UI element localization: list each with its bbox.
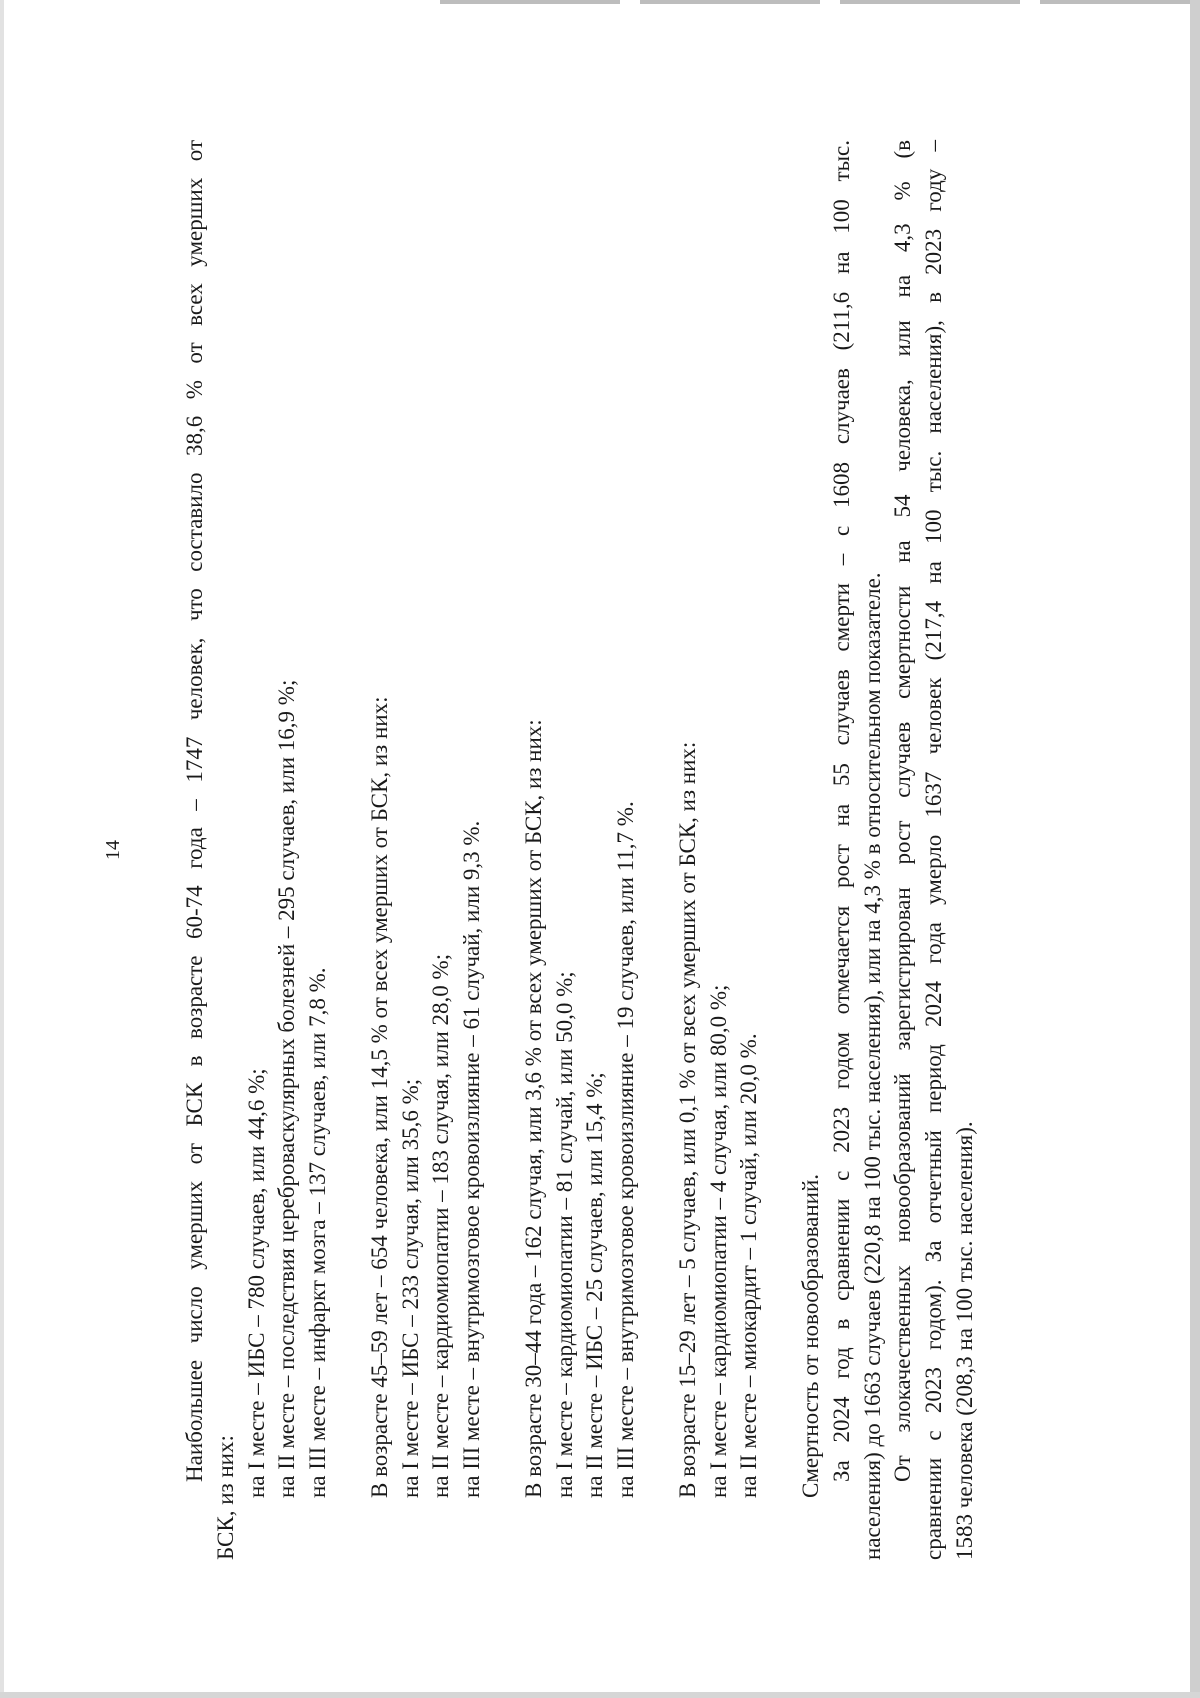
heading-15-29: В возрасте 15–29 лет – 5 случаев, или 0,1 % от всех умерших от БСК, из них:	[674, 741, 700, 1498]
list-item-15-29-2: на II месте – миокардит – 1 случай, или 20,0 %.	[736, 1033, 762, 1498]
scan-top-marks	[440, 0, 1200, 4]
list-item-30-44-1: на I месте – кардиомиопатии – 81 случай, или 50,0 %;	[551, 971, 577, 1498]
paragraph-gap	[334, 140, 365, 1560]
list-item-45-59-2: на II месте – кардиомиопатии – 183 случая, или 28,0 %;	[428, 953, 454, 1498]
neoplasm-p1-line-1: За 2024 год в сравнении с 2023 годом отмечается рост на 55 случаев смерти – с 1608 случаев (211,6 на 100 тыс.	[828, 140, 854, 1482]
rotated-page-content	[180, 140, 981, 1560]
list-item-60-74-1: на I месте – ИБС – 780 случаев, или 44,6 %;	[243, 1068, 269, 1498]
scan-edge-left	[0, 0, 4, 1698]
neoplasm-p2-line-1: От злокачественных новообразований зарегистрирован рост случаев смертности на 54 человека, или на 4,3 % (в	[890, 140, 916, 1482]
list-item-45-59-3: на III месте – внутримозговое кровоизлияние – 61 случай, или 9,3 %.	[459, 820, 485, 1498]
list-item-30-44-3: на III месте – внутримозговое кровоизлияние – 19 случаев, или 11,7 %.	[613, 801, 639, 1498]
neoplasm-heading: Смертность от новообразований.	[797, 1173, 823, 1498]
scan-edge-bottom	[0, 1692, 1200, 1698]
list-item-60-74-3: на III месте – инфаркт мозга – 137 случаев, или 7,8 %.	[305, 967, 331, 1498]
list-item-60-74-2: на II месте – последствия цереброваскулярных болезней – 295 случаев, или 16,9 %;	[274, 679, 300, 1498]
neoplasm-p2-line-3: 1583 человека (208,3 на 100 тыс. населения).	[951, 1121, 977, 1560]
paragraph-gap	[765, 140, 796, 1560]
page-number: 14	[102, 840, 124, 860]
heading-30-44: В возрасте 30–44 года – 162 случая, или 3,6 % от всех умерших от БСК, из них:	[520, 719, 546, 1498]
paragraph-gap	[488, 140, 519, 1560]
list-item-15-29-1: на I месте – кардиомиопатии – 4 случая, или 80,0 %;	[705, 984, 731, 1498]
list-item-45-59-1: на I месте – ИБС – 233 случая, или 35,6 %;	[397, 1078, 423, 1498]
list-item-30-44-2: на II месте – ИБС – 25 случаев, или 15,4 %;	[582, 1072, 608, 1498]
neoplasm-p2-line-2: сравнении с 2023 годом). За отчетный период 2024 года умерло 1637 человек (217,4 на 100 тыс. населения), в 2023 году –	[921, 140, 947, 1560]
scan-edge-right	[1190, 0, 1200, 1698]
intro-line-1: Наибольшее число умерших от БСК в возрасте 60-74 года – 1747 человек, что составило 38,6 % от всех умерших от	[182, 140, 207, 1482]
intro-line-2: БСК, из них:	[212, 1435, 238, 1560]
heading-45-59: В возрасте 45–59 лет – 654 человека, или 14,5 % от всех умерших от БСК, из них:	[366, 696, 392, 1498]
paragraph-gap	[642, 140, 673, 1560]
neoplasm-p1-line-2: населения) до 1663 случаев (220,8 на 100 тыс. населения), или на 4,3 % в относительном показателе.	[859, 572, 885, 1560]
